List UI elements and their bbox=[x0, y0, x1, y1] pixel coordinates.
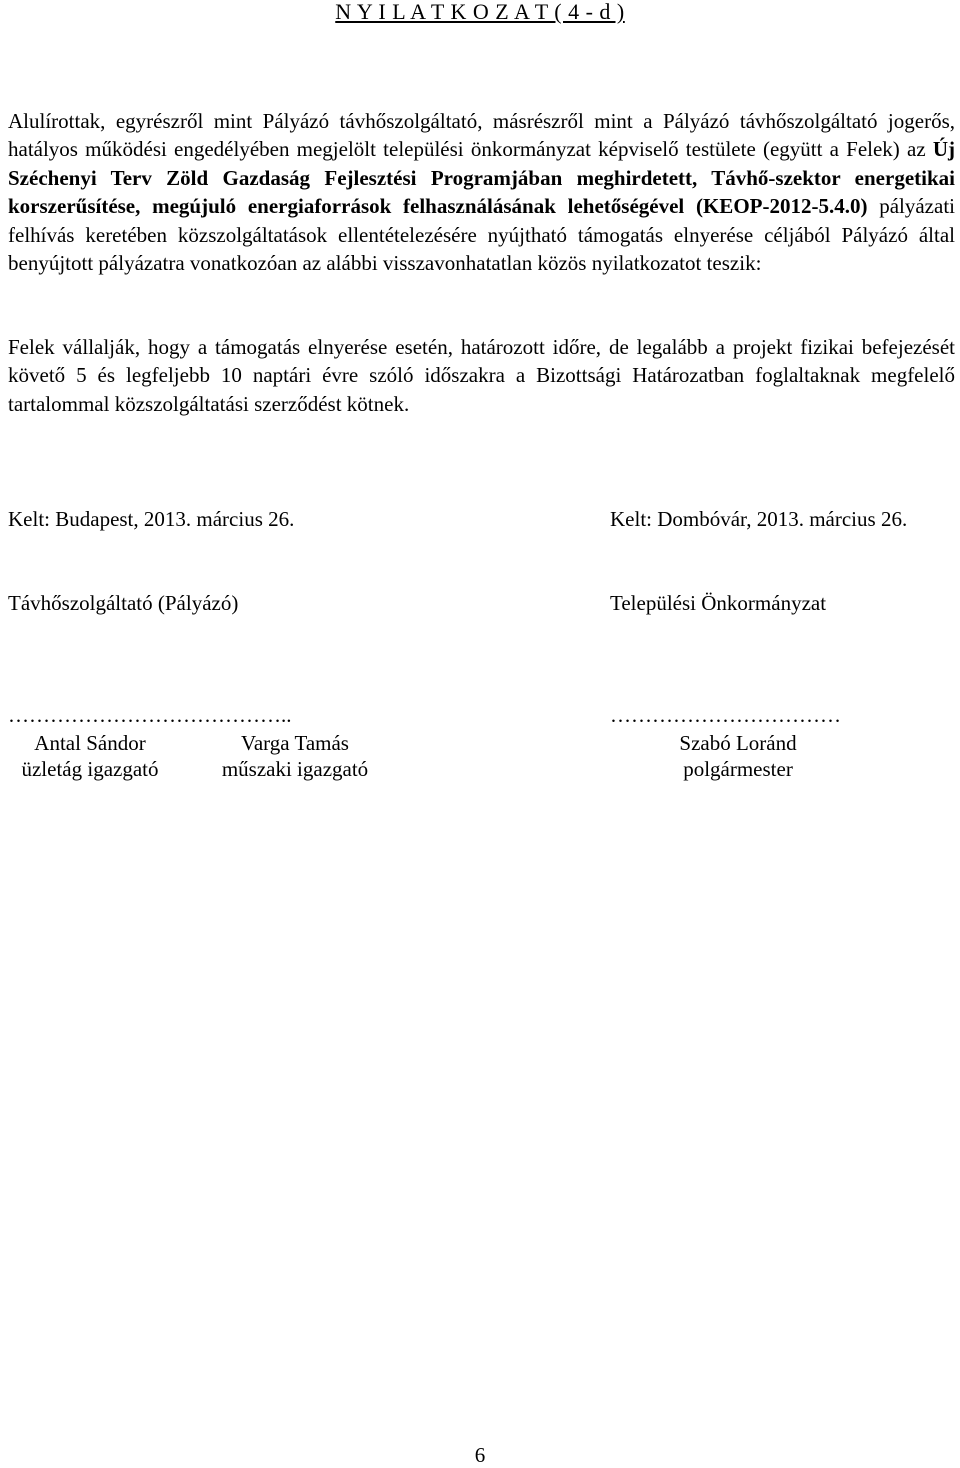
intro-paragraph bbox=[8, 107, 955, 277]
intro-text-start: Alulírottak, egyrészről mint Pályázó távhőszolgáltató, másrészről mint a Pályázó távhőszolgáltató jogerős, hatályos működési engedélyében megjelölt települési önkormányzat képviselő testülete (együtt a Felek) az bbox=[8, 109, 955, 162]
left-signature-line: ………………………………….. bbox=[8, 703, 292, 727]
left-party-name: Távhőszolgáltató (Pályázó) bbox=[8, 591, 239, 615]
signer2-name: Varga Tamás bbox=[241, 731, 349, 755]
document-title: N Y I L A T K O Z A T ( 4 - d ) bbox=[335, 0, 625, 24]
page-number: 6 bbox=[474, 1443, 486, 1467]
commitment-paragraph: Felek vállalják, hogy a támogatás elnyerése esetén, határozott időre, de legalább a projekt fizikai befejezését követő 5 és legfeljebb 10 naptári évre szóló időszakra a Bizottsági Határozatban foglaltaknak megfelelő tartalommal közszolgáltatási szerződést kötnek. bbox=[8, 335, 955, 416]
right-date-place: Kelt: Dombóvár, 2013. március 26. bbox=[610, 507, 908, 531]
signer1-role: üzletág igazgató bbox=[21, 757, 159, 781]
program-name-bold: Új Széchenyi Terv Zöld Gazdaság Fejlesztési Programjában meghirdetett, Távhő-szektor energetikai korszerűsítése, megújuló energiaforrások felhasználásának lehetőségével (KEOP-2012-5.4.0) bbox=[8, 137, 955, 219]
signer3-role: polgármester bbox=[683, 757, 793, 781]
signer1-name: Antal Sándor bbox=[34, 731, 146, 755]
intro-text-end: pályázati felhívás keretében közszolgáltatások ellentételezésére nyújtható támogatás elnyerése céljából Pályázó által benyújtott pályázatra vonatkozóan az alábbi visszavonhatatlan közös nyilatkozatot teszik: bbox=[8, 194, 955, 276]
right-party-name: Települési Önkormányzat bbox=[610, 591, 827, 615]
signer2-role: műszaki igazgató bbox=[221, 757, 369, 781]
left-date-place: Kelt: Budapest, 2013. március 26. bbox=[8, 507, 295, 531]
right-signature-line: …………………………… bbox=[610, 703, 841, 727]
signer3-name: Szabó Loránd bbox=[679, 731, 797, 755]
